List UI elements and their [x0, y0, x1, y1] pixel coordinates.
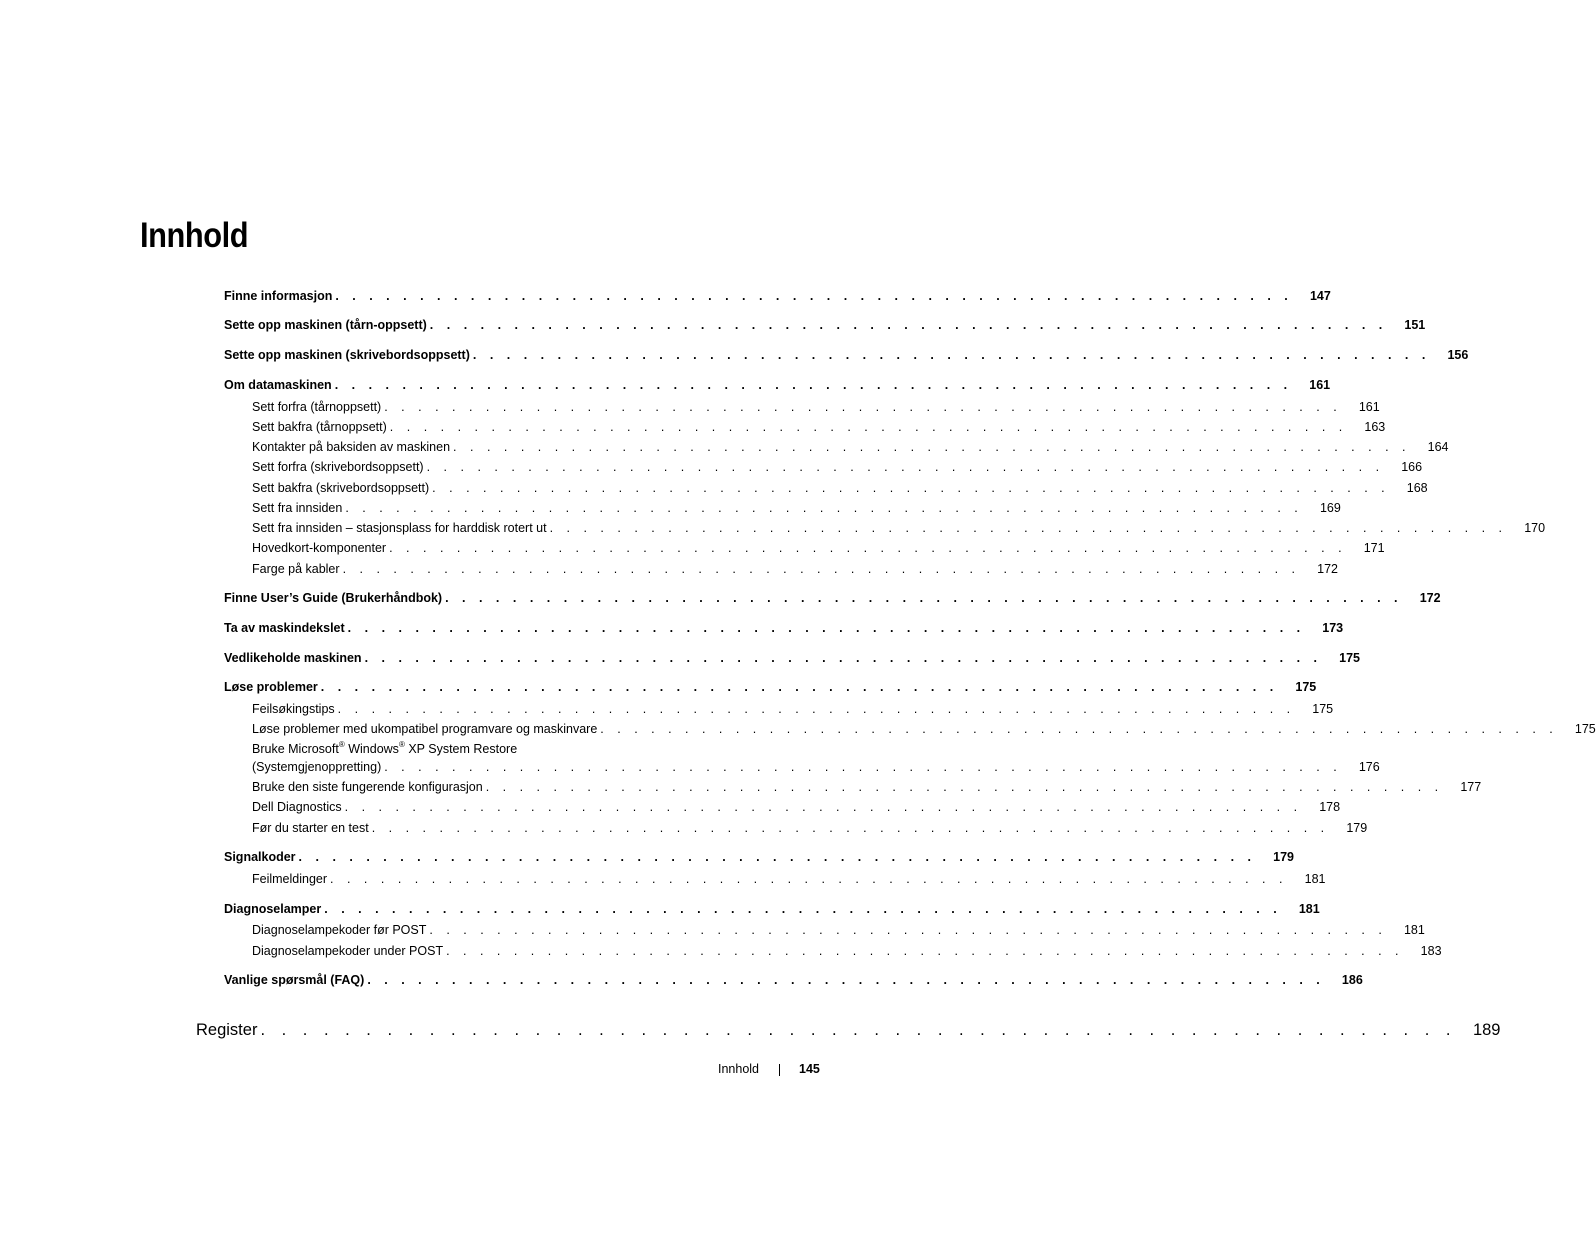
toc-subentry[interactable] — [252, 944, 1442, 958]
toc-leader-dots: . . . . . . . . . . . . . . . . . . . . . . . . . . . . . . . . . . . . . . . . . . . . . . . . . . . . . . . . . — [298, 850, 1256, 864]
toc-leader-dots: . . . . . . . . . . . . . . . . . . . . . . . . . . . . . . . . . . . . . . . . . . . . . . . . . . . . . . . . . — [432, 481, 1390, 495]
toc-entry-page: 147 — [1309, 289, 1331, 303]
toc-entry-title: Diagnoselampekoder før POST — [252, 923, 427, 937]
toc-entry-title-part: XP System Restore — [404, 742, 518, 756]
toc-entry-page: 179 — [1346, 821, 1368, 835]
toc-entry-title: Kontakter på baksiden av maskinen — [252, 440, 451, 454]
toc-entry-page: 173 — [1322, 621, 1344, 635]
toc-entry-page: 166 — [1401, 460, 1423, 474]
toc-entry[interactable] — [224, 289, 1331, 303]
toc-entry-title: Vanlige spørsmål (FAQ) — [224, 973, 365, 987]
footer-page-number: 145 — [799, 1062, 820, 1076]
toc-leader-dots: . . . . . . . . . . . . . . . . . . . . . . . . . . . . . . . . . . . . . . . . . . . . . . . . . . . . . . . . . — [426, 460, 1385, 474]
toc-entry-page: 172 — [1419, 591, 1441, 605]
page-title: Innhold — [140, 216, 249, 255]
toc-entry-page: 171 — [1363, 541, 1385, 555]
toc-entry-title: Vedlikeholde maskinen — [224, 651, 362, 665]
toc-entry-page: 172 — [1317, 562, 1339, 576]
toc-subentry[interactable] — [252, 722, 1596, 736]
toc-leader-dots: . . . . . . . . . . . . . . . . . . . . . . . . . . . . . . . . . . . . . . . . . . . . . . . . . . . . . . . . . — [472, 348, 1431, 362]
toc-leader-dots: . . . . . . . . . . . . . . . . . . . . . . . . . . . . . . . . . . . . . . . . . . . . . . . . . . . . . . . . . — [367, 973, 1325, 987]
toc-leader-dots: . . . . . . . . . . . . . . . . . . . . . . . . . . . . . . . . . . . . . . . . . . . . . . . . . . . . . . . . . — [389, 541, 1347, 555]
toc-entry-title: Sett forfra (skrivebordsoppsett) — [252, 460, 424, 474]
toc-entry-title: Feilmeldinger — [252, 872, 328, 886]
registered-mark: ® — [338, 739, 345, 749]
toc-entry-page: 181 — [1403, 923, 1425, 937]
toc-leader-dots: . . . . . . . . . . . . . . . . . . . . . . . . . . . . . . . . . . . . . . . . . . . . . . . . . . . . . . . . . — [335, 289, 1293, 303]
toc-entry-page: 168 — [1406, 481, 1428, 495]
toc-leader-dots: . . . . . . . . . . . . . . . . . . . . . . . . . . . . . . . . . . . . . . . . . . . . . . . . . . . . . . . . . — [334, 378, 1293, 392]
toc-entry-page: 186 — [1341, 973, 1363, 987]
toc-entry-page: 176 — [1358, 760, 1380, 774]
toc-leader-dots: . . . . . . . . . . . . . . . . . . . . . . . . . . . . . . . . . . . . . . . . . . . . . . . . . . . . . . . . . — [389, 420, 1348, 434]
toc-entry-title: Farge på kabler — [252, 562, 340, 576]
toc-leader-dots: . . . . . . . . . . . . . . . . . . . . . . . . . . . . . . . . . . . . . . . . . . . . . . . . . . . . . . . . . — [446, 944, 1404, 958]
toc-entry-page: 189 — [1472, 1021, 1501, 1039]
toc-entry-title: (Systemgjenoppretting) — [252, 760, 382, 774]
toc-entry[interactable] — [224, 973, 1363, 987]
toc-leader-dots: . . . . . . . . . . . . . . . . . . . . . . . . . . . . . . . . . . . . . . . . . . . . . . . . . . . . . . . . . — [384, 400, 1342, 414]
toc-entry-title: Register — [196, 1021, 258, 1039]
toc-entry-page: 170 — [1524, 521, 1546, 535]
toc-subentry[interactable] — [252, 800, 1341, 814]
toc-entry-title: Hovedkort-komponenter — [252, 541, 387, 555]
toc-entry-page: 161 — [1309, 378, 1331, 392]
toc-register-entry[interactable] — [196, 1021, 1501, 1040]
toc-subentry[interactable] — [252, 872, 1326, 886]
toc-subentry[interactable] — [252, 440, 1449, 454]
toc-entry-title: Løse problemer — [224, 680, 318, 694]
toc-subentry[interactable] — [252, 521, 1546, 535]
toc-entry-title: Signalkoder — [224, 850, 296, 864]
toc-entry-title: Sett fra innsiden – stasjonsplass for harddisk rotert ut — [252, 521, 547, 535]
toc-leader-dots: . . . . . . . . . . . . . . . . . . . . . . . . . . . . . . . . . . . . . . . . . . . . . . . . . . . . . . . . . — [347, 621, 1306, 635]
toc-entry-page: 163 — [1364, 420, 1386, 434]
toc-entry-title: Finne User’s Guide (Brukerhåndbok) — [224, 591, 443, 605]
toc-entry-title: Dell Diagnostics — [252, 800, 342, 814]
toc-entry-page: 175 — [1295, 680, 1317, 694]
toc-subentry-line1 — [252, 739, 518, 756]
toc-leader-dots: . . . . . . . . . . . . . . . . . . . . . . . . . . . . . . . . . . . . . . . . . . . . . . . . . . . . . . . . . — [371, 821, 1330, 835]
toc-subentry[interactable] — [252, 481, 1428, 495]
toc-entry-page: 179 — [1273, 850, 1294, 864]
toc-leader-dots: . . . . . . . . . . . . . . . . . . . . . . . . . . . . . . . . . . . . . . . . . . . . . . . . . . . . . . . . . — [364, 651, 1323, 665]
toc-entry-page: 181 — [1304, 872, 1326, 886]
toc-entry[interactable] — [224, 850, 1294, 864]
footer-divider — [779, 1064, 780, 1076]
toc-entry-title-part: Bruke Microsoft — [252, 742, 339, 756]
toc-subentry[interactable] — [252, 702, 1334, 716]
footer-section-label: Innhold — [718, 1062, 760, 1076]
toc-leader-dots: . . . . . . . . . . . . . . . . . . . . . . . . . . . . . . . . . . . . . . . . . . . . . . . . . . . . . . . . . — [345, 501, 1303, 515]
toc-entry-page: 151 — [1404, 318, 1426, 332]
toc-leader-dots: . . . . . . . . . . . . . . . . . . . . . . . . . . . . . . . . . . . . . . . . . . . . . . . . . . . . . . . . . — [330, 872, 1288, 886]
toc-entry-title: Sett bakfra (tårnoppsett) — [252, 420, 387, 434]
toc-entry-page: 156 — [1447, 348, 1469, 362]
toc-subentry[interactable] — [252, 780, 1482, 794]
toc-entry-title: Diagnoselamper — [224, 902, 322, 916]
toc-subentry[interactable] — [252, 501, 1341, 515]
toc-entry-title: Sette opp maskinen (skrivebordsoppsett) — [224, 348, 470, 362]
toc-entry[interactable] — [224, 621, 1344, 635]
toc-entry[interactable] — [224, 348, 1469, 362]
toc-entry-page: 181 — [1298, 902, 1320, 916]
toc-subentry[interactable] — [252, 923, 1425, 937]
toc-leader-dots: . . . . . . . . . . . . . . . . . . . . . . . . . . . . . . . . . . . . . . . . . . . . . . . . . . . . . . . . . — [600, 722, 1558, 736]
toc-subentry[interactable] — [252, 760, 1380, 774]
toc-entry[interactable] — [224, 680, 1317, 694]
toc-leader-dots: . . . . . . . . . . . . . . . . . . . . . . . . . . . . . . . . . . . . . . . . . . . . . . . . . . . . . . . . . — [445, 591, 1403, 605]
toc-subentry[interactable] — [252, 400, 1380, 414]
toc-entry-page: 175 — [1574, 722, 1596, 736]
toc-entry[interactable] — [224, 651, 1361, 665]
toc-subentry[interactable] — [252, 460, 1423, 474]
toc-entry-page: 177 — [1460, 780, 1482, 794]
toc-leader-dots: . . . . . . . . . . . . . . . . . . . . . . . . . . . . . . . . . . . . . . . . . . . . . . . . . . . . . . . . . — [260, 1021, 1457, 1039]
toc-entry-page: 175 — [1339, 651, 1361, 665]
toc-entry-title: Finne informasjon — [224, 289, 333, 303]
toc-entry-title-part: Windows — [344, 742, 399, 756]
toc-entry-title: Før du starter en test — [252, 821, 369, 835]
toc-entry-page: 178 — [1319, 800, 1341, 814]
toc-entry-title: Sette opp maskinen (tårn-oppsett) — [224, 318, 427, 332]
toc-leader-dots: . . . . . . . . . . . . . . . . . . . . . . . . . . . . . . . . . . . . . . . . . . . . . . . . . . . . . . . . . — [453, 440, 1411, 454]
toc-entry-page: 183 — [1420, 944, 1442, 958]
toc-entry-title: Sett bakfra (skrivebordsoppsett) — [252, 481, 430, 495]
toc-leader-dots: . . . . . . . . . . . . . . . . . . . . . . . . . . . . . . . . . . . . . . . . . . . . . . . . . . . . . . . . . — [384, 760, 1342, 774]
toc-subentry[interactable] — [252, 562, 1339, 576]
toc-entry-title: Ta av maskindekslet — [224, 621, 345, 635]
toc-leader-dots: . . . . . . . . . . . . . . . . . . . . . . . . . . . . . . . . . . . . . . . . . . . . . . . . . . . . . . . . . — [337, 702, 1296, 716]
toc-entry-title: Om datamaskinen — [224, 378, 332, 392]
toc-entry-title: Feilsøkingstips — [252, 702, 335, 716]
toc-entry[interactable] — [224, 902, 1320, 916]
toc-entry-title: Bruke den siste fungerende konfigurasjon — [252, 780, 483, 794]
toc-leader-dots: . . . . . . . . . . . . . . . . . . . . . . . . . . . . . . . . . . . . . . . . . . . . . . . . . . . . . . . . . — [429, 318, 1388, 332]
toc-entry-title: Diagnoselampekoder under POST — [252, 944, 444, 958]
toc-entry-page: 161 — [1358, 400, 1380, 414]
toc-leader-dots: . . . . . . . . . . . . . . . . . . . . . . . . . . . . . . . . . . . . . . . . . . . . . . . . . . . . . . . . . — [429, 923, 1387, 937]
toc-leader-dots: . . . . . . . . . . . . . . . . . . . . . . . . . . . . . . . . . . . . . . . . . . . . . . . . . . . . . . . . . — [549, 521, 1508, 535]
toc-entry-title: Sett forfra (tårnoppsett) — [252, 400, 382, 414]
toc-entry[interactable] — [224, 318, 1426, 332]
toc-subentry[interactable] — [252, 541, 1385, 555]
toc-entry-page: 175 — [1312, 702, 1334, 716]
toc-leader-dots: . . . . . . . . . . . . . . . . . . . . . . . . . . . . . . . . . . . . . . . . . . . . . . . . . . . . . . . . . — [320, 680, 1279, 694]
toc-entry-title: Sett fra innsiden — [252, 501, 343, 515]
toc-subentry[interactable] — [252, 420, 1386, 434]
toc-entry[interactable] — [224, 378, 1331, 392]
toc-subentry[interactable] — [252, 821, 1368, 835]
toc-leader-dots: . . . . . . . . . . . . . . . . . . . . . . . . . . . . . . . . . . . . . . . . . . . . . . . . . . . . . . . . . — [342, 562, 1301, 576]
toc-leader-dots: . . . . . . . . . . . . . . . . . . . . . . . . . . . . . . . . . . . . . . . . . . . . . . . . . . . . . . . . . — [344, 800, 1303, 814]
toc-entry-page: 164 — [1427, 440, 1449, 454]
registered-mark: ® — [398, 739, 405, 749]
toc-leader-dots: . . . . . . . . . . . . . . . . . . . . . . . . . . . . . . . . . . . . . . . . . . . . . . . . . . . . . . . . . — [324, 902, 1282, 916]
toc-entry-title: Løse problemer med ukompatibel programvare og maskinvare — [252, 722, 598, 736]
toc-entry[interactable] — [224, 591, 1441, 605]
toc-leader-dots: . . . . . . . . . . . . . . . . . . . . . . . . . . . . . . . . . . . . . . . . . . . . . . . . . . . . . . . . . — [485, 780, 1444, 794]
toc-entry-page: 169 — [1319, 501, 1341, 515]
